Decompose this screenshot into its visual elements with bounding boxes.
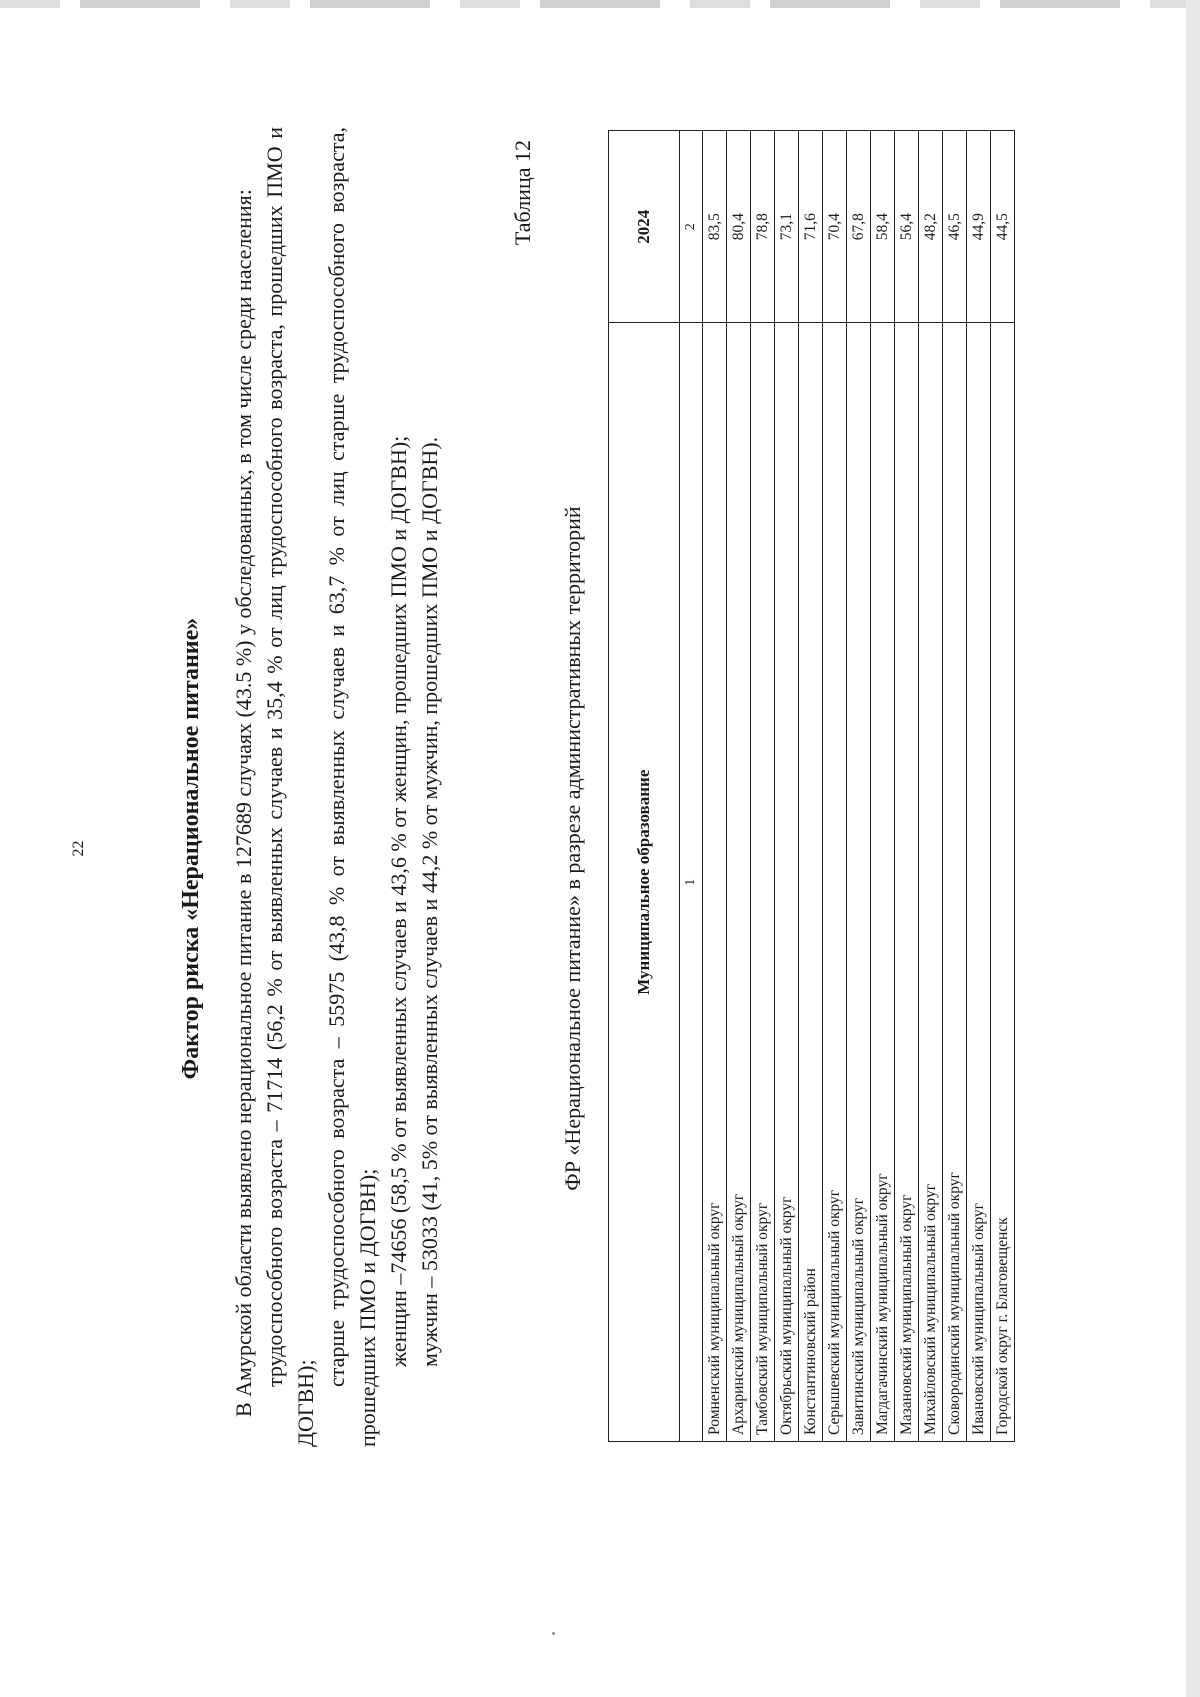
table-row	[967, 131, 991, 1442]
page-number: 22	[70, 840, 87, 857]
table-row	[775, 131, 799, 1442]
table-row	[847, 131, 871, 1442]
table-row	[871, 131, 895, 1442]
row-name: Архаринский муниципальный округ	[727, 323, 751, 1442]
table-row	[727, 131, 751, 1442]
row-name: Тамбовский муниципальный округ	[751, 323, 775, 1442]
table-label: Таблица 12	[510, 140, 535, 246]
table-row	[703, 131, 727, 1442]
paragraph-women: женщин –74656 (58,5 % от выявленных случаев и 43,6 % от женщин, прошедших ПМО и ДОГВН);	[386, 435, 411, 1367]
row-name: Октябрьский муниципальный округ	[775, 323, 799, 1442]
row-name: Константиновский район	[799, 323, 823, 1442]
table-row	[895, 131, 919, 1442]
table-row	[751, 131, 775, 1442]
column-number-2: 2	[680, 131, 703, 323]
row-value: 71,6	[799, 131, 823, 323]
table-row	[799, 131, 823, 1442]
paragraph-men: мужчин – 53033 (41, 5% от выявленных случаев и 44,2 % от мужчин, прошедших ПМО и ДОГВН).	[417, 436, 442, 1367]
row-name: Сковородинский муниципальный округ	[943, 323, 967, 1442]
table-row	[823, 131, 847, 1442]
row-name: Магдагачинский муниципальный округ	[871, 323, 895, 1442]
row-value: 70,4	[823, 131, 847, 323]
table-row	[943, 131, 967, 1442]
row-value: 44,9	[967, 131, 991, 323]
table-row	[919, 131, 943, 1442]
section-heading: Фактор риска «Нерациональное питание»	[178, 617, 204, 1080]
header-municipality: Муниципальное образование	[609, 323, 680, 1442]
paragraph-older-age: старше трудоспособного возраста – 55975 (43,8 % от выявленных случаев и 63,7 % от лиц старше трудоспособного возраста, прошедших ПМО и ДОГВН);	[324, 127, 380, 1447]
row-value: 83,5	[703, 131, 727, 323]
data-table	[608, 130, 1015, 1442]
row-value: 46,5	[943, 131, 967, 323]
paragraph-working-age: трудоспособного возраста – 71714 (56,2 % от выявленных случаев и 35,4 % от лиц трудоспособного возраста, прошедших ПМО и ДОГВН);	[262, 127, 318, 1447]
table-column-number-row	[680, 131, 703, 1442]
body-text	[228, 127, 445, 1447]
table-row	[991, 131, 1015, 1442]
row-value: 80,4	[727, 131, 751, 323]
row-value: 48,2	[919, 131, 943, 323]
row-name: Мазановский муниципальный округ	[895, 323, 919, 1442]
row-name: Завитинский муниципальный округ	[847, 323, 871, 1442]
row-value: 44,5	[991, 131, 1015, 323]
column-number-1: 1	[680, 323, 703, 1442]
paragraph-intro: В Амурской области выявлено нерациональное питание в 127689 случаях (43.5 %) у обследованных, в том числе среди населения:	[231, 189, 256, 1417]
row-name: Ивановский муниципальный округ	[967, 323, 991, 1442]
header-year: 2024	[609, 131, 680, 323]
row-value: 56,4	[895, 131, 919, 323]
table-title: ФР «Нерациональное питание» в разрезе административных территорий	[560, 506, 585, 1191]
row-name: Серышевский муниципальный округ	[823, 323, 847, 1442]
row-name: Городской округ г. Благовещенск	[991, 323, 1015, 1442]
table-header-row	[609, 131, 680, 1442]
row-name: Михайловский муниципальный округ	[919, 323, 943, 1442]
row-value: 67,8	[847, 131, 871, 323]
row-value: 73,1	[775, 131, 799, 323]
row-value: 78,8	[751, 131, 775, 323]
row-name: Ромненский муниципальный округ	[703, 323, 727, 1442]
row-value: 58,4	[871, 131, 895, 323]
